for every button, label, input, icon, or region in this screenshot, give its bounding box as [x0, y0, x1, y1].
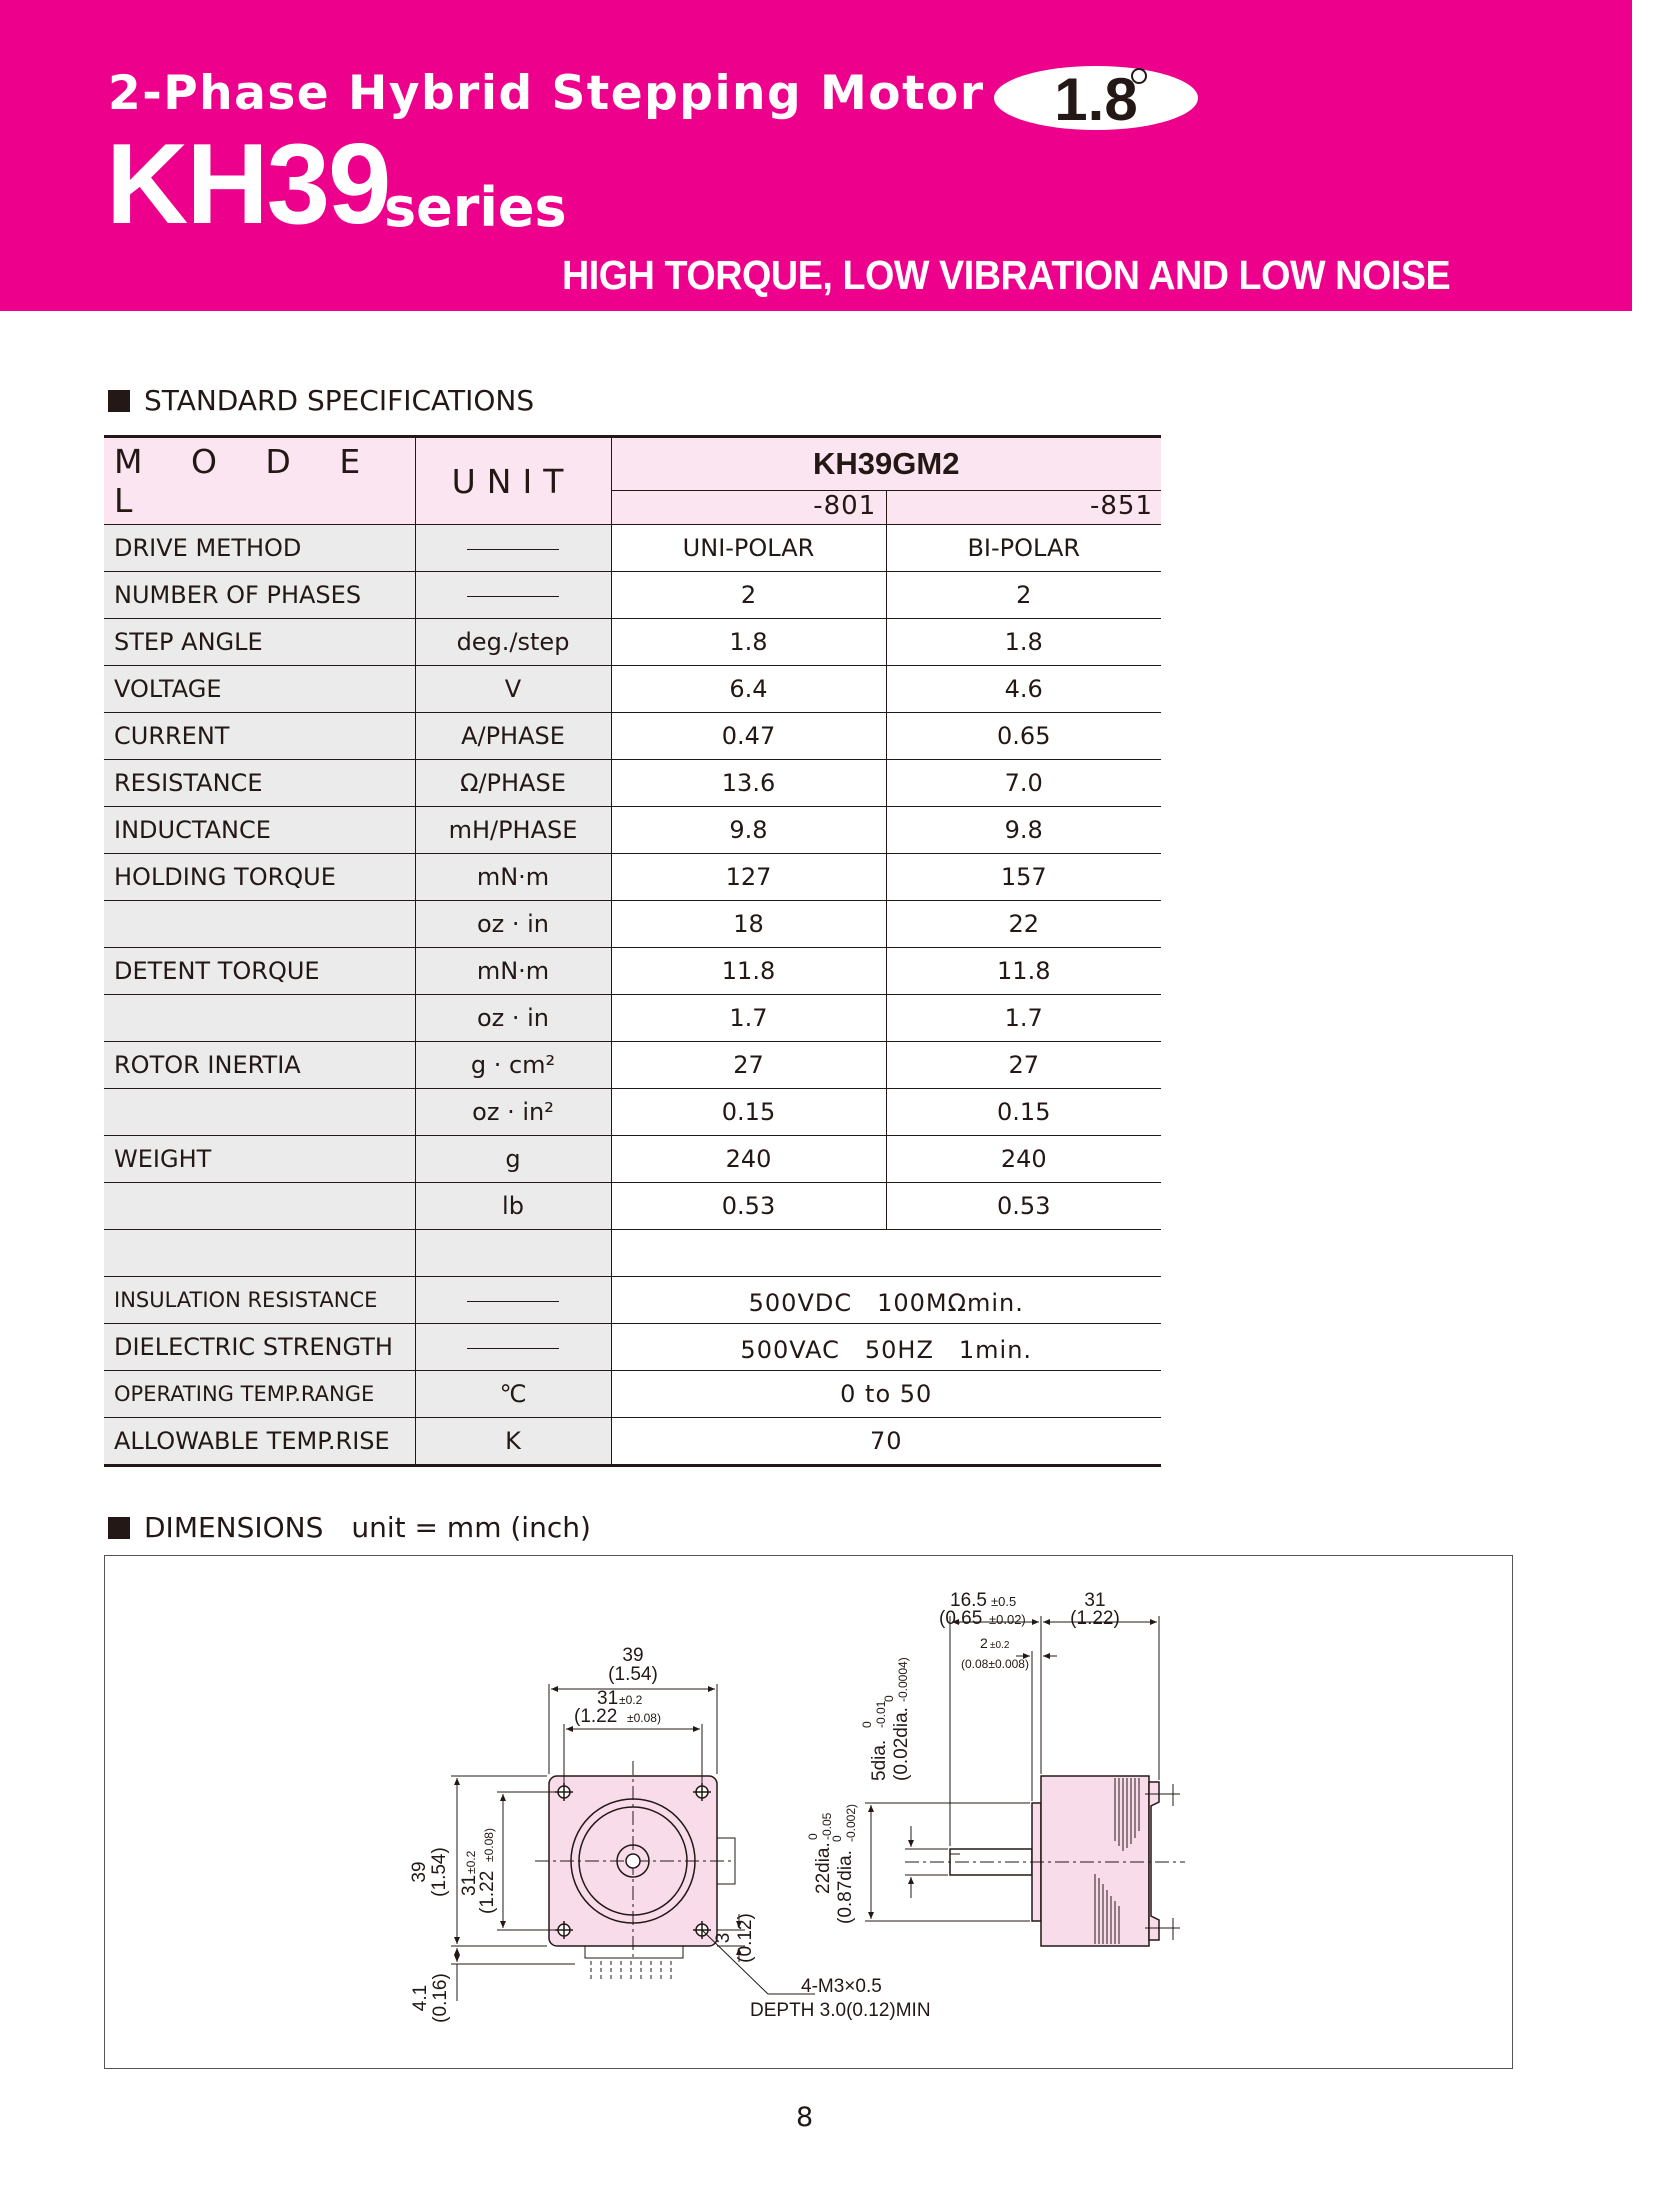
value-801: 11.8 [611, 948, 886, 995]
dim-pilot-tol-top: 0 [806, 1833, 820, 1840]
row-unit: Ω/PHASE [415, 760, 611, 807]
variant-801: -801 [813, 491, 877, 521]
value-851: 1.8 [886, 619, 1161, 666]
value-801: 13.6 [611, 760, 886, 807]
value-851: 0.65 [886, 713, 1161, 760]
table-row [104, 854, 1161, 901]
row-unit: A/PHASE [415, 713, 611, 760]
row-label: WEIGHT [104, 1136, 415, 1183]
dash-icon [467, 1348, 559, 1349]
value-801: 0.47 [611, 713, 886, 760]
table-row [104, 1277, 1161, 1324]
row-unit: oz · in [415, 995, 611, 1042]
value-801: 240 [611, 1136, 886, 1183]
dim-width-31: 31 [597, 1688, 619, 1709]
column-header-model: M O D E L [104, 437, 415, 525]
dim-height-31: 31 [459, 1874, 480, 1896]
dimensions-heading-text: DIMENSIONS [144, 1511, 324, 1544]
model-header [611, 437, 1161, 525]
value-851: 11.8 [886, 948, 1161, 995]
dim-shaft-dia-inch: (0.02dia. [891, 1707, 912, 1781]
dimensions-section-heading [108, 1511, 591, 1544]
table-row [104, 1324, 1161, 1371]
row-label: INSULATION RESISTANCE [104, 1277, 415, 1324]
row-unit: deg./step [415, 619, 611, 666]
dim-length-16-5-tol: ±0.5 [991, 1594, 1017, 1609]
shaft-circle [626, 1854, 640, 1868]
motor-dimension-drawing [105, 1556, 1512, 2068]
dim-width-39-inch: (1.54) [608, 1664, 658, 1685]
table-row [104, 713, 1161, 760]
table-row [104, 1183, 1161, 1230]
lead-wires [585, 1946, 683, 1981]
dim-3-inch: (0.12) [735, 1913, 756, 1963]
value-851: 7.0 [886, 760, 1161, 807]
row-label: INDUCTANCE [104, 807, 415, 854]
row-unit [415, 1277, 611, 1324]
row-unit [415, 572, 611, 619]
dim-4-1-inch: (0.16) [430, 1973, 451, 2023]
square-bullet-icon [108, 1517, 130, 1539]
page-number: 8 [796, 2102, 814, 2133]
value-851: 240 [886, 1136, 1161, 1183]
row-label: NUMBER OF PHASES [104, 572, 415, 619]
row-unit: K [415, 1418, 611, 1466]
row-unit [415, 1324, 611, 1371]
dim-width-31-inch-tol: ±0.08) [627, 1711, 661, 1725]
common-value: 500VDC 100MΩmin. [611, 1277, 1161, 1324]
dim-shaft-dia: 5dia. [869, 1739, 890, 1781]
screw-depth: DEPTH 3.0(0.12)MIN [750, 2000, 931, 2021]
table-row [104, 995, 1161, 1042]
table-row [104, 901, 1161, 948]
value-801: 1.7 [611, 995, 886, 1042]
row-label [104, 901, 415, 948]
dim-pilot-inch-tol-bot: -0.002) [844, 1803, 858, 1842]
spec-table [104, 435, 1161, 1467]
value-801: 9.8 [611, 807, 886, 854]
dim-4-1: 4.1 [410, 1984, 431, 2012]
table-row [104, 1089, 1161, 1136]
dimensions-unit-note: unit = mm (inch) [351, 1511, 591, 1544]
value-851: 4.6 [886, 666, 1161, 713]
dim-pilot-tol-bot: -0.05 [820, 1812, 834, 1840]
dim-height-31-inch-tol: ±0.08) [482, 1828, 496, 1862]
dim-shaft-tol-top: 0 [860, 1721, 874, 1728]
header-banner [0, 0, 1632, 311]
row-unit: oz · in² [415, 1089, 611, 1136]
square-bullet-icon [108, 390, 130, 412]
row-unit: g · cm² [415, 1042, 611, 1089]
row-label [104, 1089, 415, 1136]
screw-spec: 4-M3×0.5 [801, 1976, 882, 1997]
table-row [104, 807, 1161, 854]
row-unit: g [415, 1136, 611, 1183]
dim-height-31-tol: ±0.2 [464, 1850, 478, 1874]
row-label: DETENT TORQUE [104, 948, 415, 995]
value-851: 157 [886, 854, 1161, 901]
row-unit: mN·m [415, 948, 611, 995]
tagline: HIGH TORQUE, LOW VIBRATION AND LOW NOISE [562, 252, 1451, 298]
step-angle-badge [994, 66, 1198, 133]
dim-width-31-inch: (1.22 [574, 1706, 618, 1727]
dim-length-16-5-inch-tol: ±0.02) [989, 1612, 1026, 1627]
row-label: STEP ANGLE [104, 619, 415, 666]
row-unit [415, 525, 611, 572]
dim-3: 3 [713, 1932, 734, 1944]
value-851: 1.7 [886, 995, 1161, 1042]
model-title: KH39 [106, 121, 390, 248]
dash-icon [467, 596, 559, 597]
value-801: 6.4 [611, 666, 886, 713]
table-row [104, 1371, 1161, 1418]
row-label [104, 1183, 415, 1230]
table-row [104, 1418, 1161, 1466]
value-851: 27 [886, 1042, 1161, 1089]
row-label: DIELECTRIC STRENGTH [104, 1324, 415, 1371]
table-row [104, 666, 1161, 713]
dim-length-31-inch: (1.22) [1070, 1608, 1120, 1629]
dimensions-drawing-box [104, 1555, 1513, 2069]
table-row [104, 525, 1161, 572]
row-unit: V [415, 666, 611, 713]
value-801: 2 [611, 572, 886, 619]
dash-icon [467, 549, 559, 550]
dim-pilot-inch-tol-top: 0 [830, 1835, 844, 1842]
value-801: 27 [611, 1042, 886, 1089]
common-value: 70 [611, 1418, 1161, 1466]
table-row [104, 760, 1161, 807]
product-type-title: 2-Phase Hybrid Stepping Motor [108, 66, 985, 121]
value-851: 2 [886, 572, 1161, 619]
row-unit: mH/PHASE [415, 807, 611, 854]
table-row [104, 1136, 1161, 1183]
table-row [104, 948, 1161, 995]
dim-height-39: 39 [409, 1861, 430, 1883]
series-label: series [384, 176, 567, 239]
dim-width-31-tol: ±0.2 [619, 1693, 643, 1707]
row-label [104, 995, 415, 1042]
row-label: VOLTAGE [104, 666, 415, 713]
table-row [104, 572, 1161, 619]
dim-pilot-dia-inch: (0.87dia. [835, 1850, 856, 1924]
row-unit: lb [415, 1183, 611, 1230]
common-value: 500VAC 50HZ 1min. [611, 1324, 1161, 1371]
dim-shaft-tol-bot: -0.01 [874, 1700, 888, 1728]
row-label: RESISTANCE [104, 760, 415, 807]
specs-heading-text: STANDARD SPECIFICATIONS [144, 384, 535, 417]
dim-2-tol: ±0.2 [990, 1640, 1010, 1651]
column-header-unit: UNIT [415, 437, 611, 525]
dim-shaft-inch-tol-top: 0 [882, 1695, 896, 1702]
row-label: ROTOR INERTIA [104, 1042, 415, 1089]
dim-pilot-dia: 22dia. [813, 1842, 834, 1894]
front-view [535, 1761, 735, 1981]
row-label: HOLDING TORQUE [104, 854, 415, 901]
model-name: KH39GM2 [813, 446, 960, 481]
dim-2: 2 [980, 1635, 988, 1651]
row-label: ALLOWABLE TEMP.RISE [104, 1418, 415, 1466]
row-unit: ℃ [415, 1371, 611, 1418]
row-label: DRIVE METHOD [104, 525, 415, 572]
table-row [104, 619, 1161, 666]
value-851: 9.8 [886, 807, 1161, 854]
step-angle-value: 1.8 [1054, 66, 1138, 133]
degree-icon [1131, 68, 1147, 84]
dim-height-31-inch: (1.22 [477, 1870, 498, 1914]
dim-height-39-inch: (1.54) [429, 1847, 450, 1897]
dim-length-31: 31 [1084, 1590, 1106, 1611]
table-row [104, 1042, 1161, 1089]
value-801: 127 [611, 854, 886, 901]
value-851: 0.53 [886, 1183, 1161, 1230]
dim-width-39: 39 [622, 1645, 644, 1666]
value-851: BI-POLAR [886, 525, 1161, 572]
dim-length-16-5: 16.5 [950, 1590, 987, 1611]
variant-851: -851 [1089, 491, 1153, 521]
value-801: 0.15 [611, 1089, 886, 1136]
value-801: 0.53 [611, 1183, 886, 1230]
value-801: UNI-POLAR [611, 525, 886, 572]
row-unit: oz · in [415, 901, 611, 948]
dash-icon [467, 1301, 559, 1302]
dim-2-inch: (0.08±0.008) [961, 1657, 1029, 1671]
value-851: 0.15 [886, 1089, 1161, 1136]
dim-shaft-inch-tol-bot: -0.0004) [896, 1657, 910, 1702]
common-value: 0 to 50 [611, 1371, 1161, 1418]
value-801: 1.8 [611, 619, 886, 666]
row-label: CURRENT [104, 713, 415, 760]
rear-cap [1149, 1782, 1159, 1940]
row-label: OPERATING TEMP.RANGE [104, 1371, 415, 1418]
specs-section-heading [108, 384, 534, 417]
value-801: 18 [611, 901, 886, 948]
row-unit: mN·m [415, 854, 611, 901]
table-row-blank [104, 1230, 1161, 1277]
value-851: 22 [886, 901, 1161, 948]
dim-length-16-5-inch: (0.65 [939, 1608, 983, 1629]
